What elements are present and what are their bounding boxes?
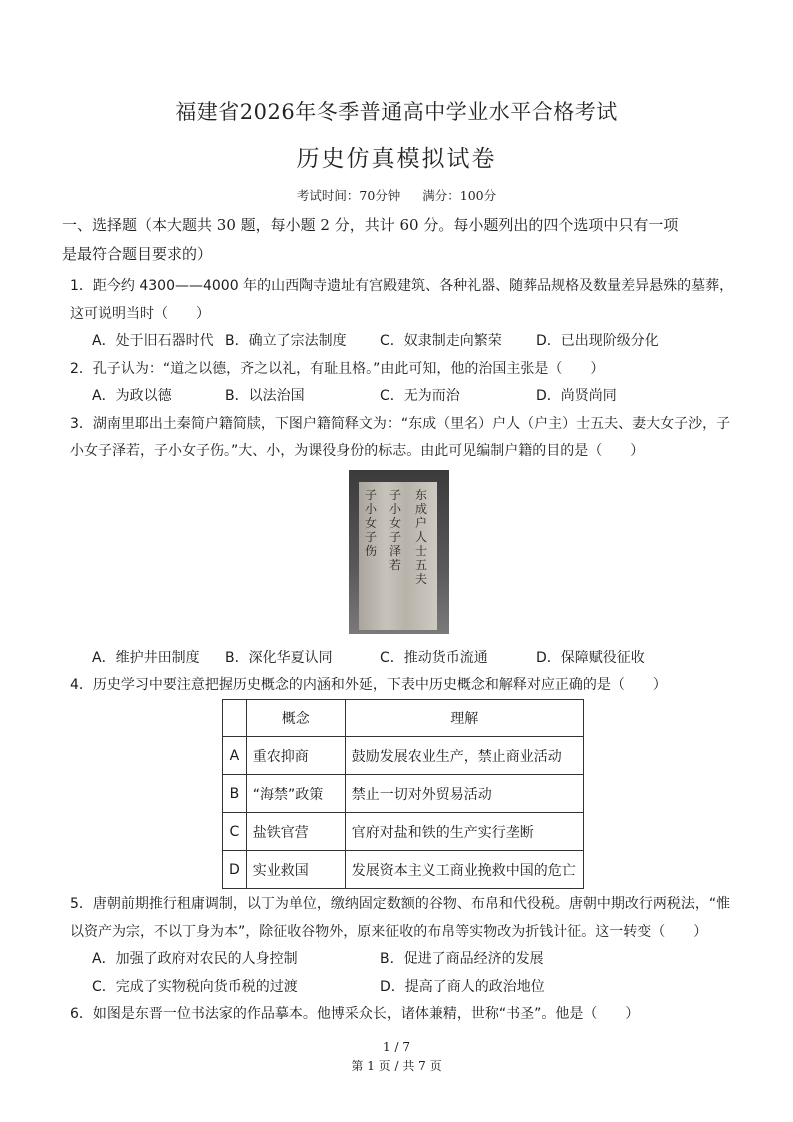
q1-stem-line2: 这可说明当时（ ） bbox=[70, 306, 210, 322]
exam-title: 福建省2026年冬季普通高中学业水平合格考试 bbox=[175, 100, 618, 124]
page-fraction: 1 / 7 bbox=[383, 1040, 410, 1054]
table-cell-concept: 重农抑商 bbox=[246, 737, 345, 775]
q2-option-c[interactable]: C．无为而治 bbox=[380, 388, 460, 404]
section-heading-line2: 是最符合题目要求的） bbox=[62, 245, 213, 263]
q3-stem-line1: 3．湖南里耶出土秦简户籍简牍，下图户籍简释文为：“东成（里名）户人（户主）士五夫、妻大女子沙，子 bbox=[70, 416, 731, 432]
table-cell-label: C bbox=[223, 813, 247, 851]
q3-stem-line2: 小女子泽若，子小女子伤。”大、小，为课役身份的标志。由此可见编制户籍的目的是（ ） bbox=[70, 443, 645, 459]
table-cell-concept: 盐铁官营 bbox=[246, 813, 345, 851]
q3-option-d[interactable]: D．保障赋役征收 bbox=[536, 650, 645, 666]
q5-stem-line2: 以资产为宗，不以丁身为本”，除征收谷物外，原来征收的布帛等实物改为折钱计征。这一转变（ ） bbox=[70, 924, 708, 940]
table-cell-concept: “海禁”政策 bbox=[246, 775, 345, 813]
table-cell-explanation: 禁止一切对外贸易活动 bbox=[345, 775, 583, 813]
q1-option-a[interactable]: A．处于旧石器时代 bbox=[92, 333, 214, 349]
slip-column-2: 子小女子泽若 bbox=[389, 488, 402, 572]
q1-option-c[interactable]: C．奴隶制走向繁荣 bbox=[380, 333, 502, 349]
concept-table bbox=[222, 699, 584, 889]
q2-option-a[interactable]: A．为政以德 bbox=[92, 388, 172, 404]
table-header-concept: 概念 bbox=[246, 700, 345, 737]
q2-stem: 2．孔子认为：“道之以德，齐之以礼，有耻且格。”由此可知，他的治国主张是（ ） bbox=[70, 361, 605, 377]
table-cell-concept: 实业救国 bbox=[246, 851, 345, 889]
table-row bbox=[223, 737, 584, 775]
q5-option-b[interactable]: B．促进了商品经济的发展 bbox=[380, 951, 544, 967]
table-header-explanation: 理解 bbox=[345, 700, 583, 737]
q4-stem: 4．历史学习中要注意把握历史概念的内涵和外延，下表中历史概念和解释对应正确的是（ ） bbox=[70, 677, 667, 693]
q3-option-c[interactable]: C．推动货币流通 bbox=[380, 650, 488, 666]
table-cell-label: A bbox=[223, 737, 247, 775]
table-cell-explanation: 发展资本主义工商业挽救中国的危亡 bbox=[345, 851, 583, 889]
slip-column-3: 东成户人士五夫 bbox=[415, 488, 428, 586]
exam-time: 考试时间：70分钟 bbox=[296, 188, 401, 203]
table-cell-explanation: 官府对盐和铁的生产实行垄断 bbox=[345, 813, 583, 851]
table-cell-label: B bbox=[223, 775, 247, 813]
table-row bbox=[223, 813, 584, 851]
full-score: 满分：100分 bbox=[422, 188, 497, 203]
q2-option-b[interactable]: B．以法治国 bbox=[225, 388, 305, 404]
q5-option-a[interactable]: A．加强了政府对农民的人身控制 bbox=[92, 951, 298, 967]
q3-option-a[interactable]: A．维护井田制度 bbox=[92, 650, 200, 666]
table-header-cell bbox=[223, 700, 247, 737]
q1-stem-line1: 1．距今约 4300——4000 年的山西陶寺遗址有宫殿建筑、各种礼器、随葬品规格及数量差异悬殊的墓葬， bbox=[70, 278, 734, 294]
slip-column-1: 子小女子伤 bbox=[365, 488, 378, 558]
exam-subtitle: 历史仿真模拟试卷 bbox=[296, 146, 497, 172]
q5-option-d[interactable]: D．提高了商人的政治地位 bbox=[380, 979, 545, 995]
q1-option-b[interactable]: B．确立了宗法制度 bbox=[225, 333, 347, 349]
table-cell-label: D bbox=[223, 851, 247, 889]
q5-option-c[interactable]: C．完成了实物税向货币税的过渡 bbox=[92, 979, 298, 995]
bamboo-slip-image bbox=[349, 470, 449, 634]
exam-meta bbox=[0, 186, 793, 204]
q5-stem-line1: 5．唐朝前期推行租庸调制，以丁为单位，缴纳固定数额的谷物、布帛和代役税。唐朝中期改行两税法，“惟 bbox=[70, 896, 731, 912]
q6-stem: 6．如图是东晋一位书法家的作品摹本。他博采众长，诸体兼精，世称“书圣”。他是（ ） bbox=[70, 1006, 640, 1022]
table-row bbox=[223, 851, 584, 889]
q1-option-d[interactable]: D．已出现阶级分化 bbox=[536, 333, 659, 349]
table-cell-explanation: 鼓励发展农业生产，禁止商业活动 bbox=[345, 737, 583, 775]
q2-option-d[interactable]: D．尚贤尚同 bbox=[536, 388, 617, 404]
table-row bbox=[223, 775, 584, 813]
section-heading-line1: 一、选择题（本大题共 30 题，每小题 2 分，共计 60 分。每小题列出的四个选项中只有一项 bbox=[62, 216, 679, 234]
q3-option-b[interactable]: B．深化华夏认同 bbox=[225, 650, 333, 666]
page-label: 第 1 页 / 共 7 页 bbox=[351, 1059, 442, 1073]
table-header-row bbox=[223, 700, 584, 737]
